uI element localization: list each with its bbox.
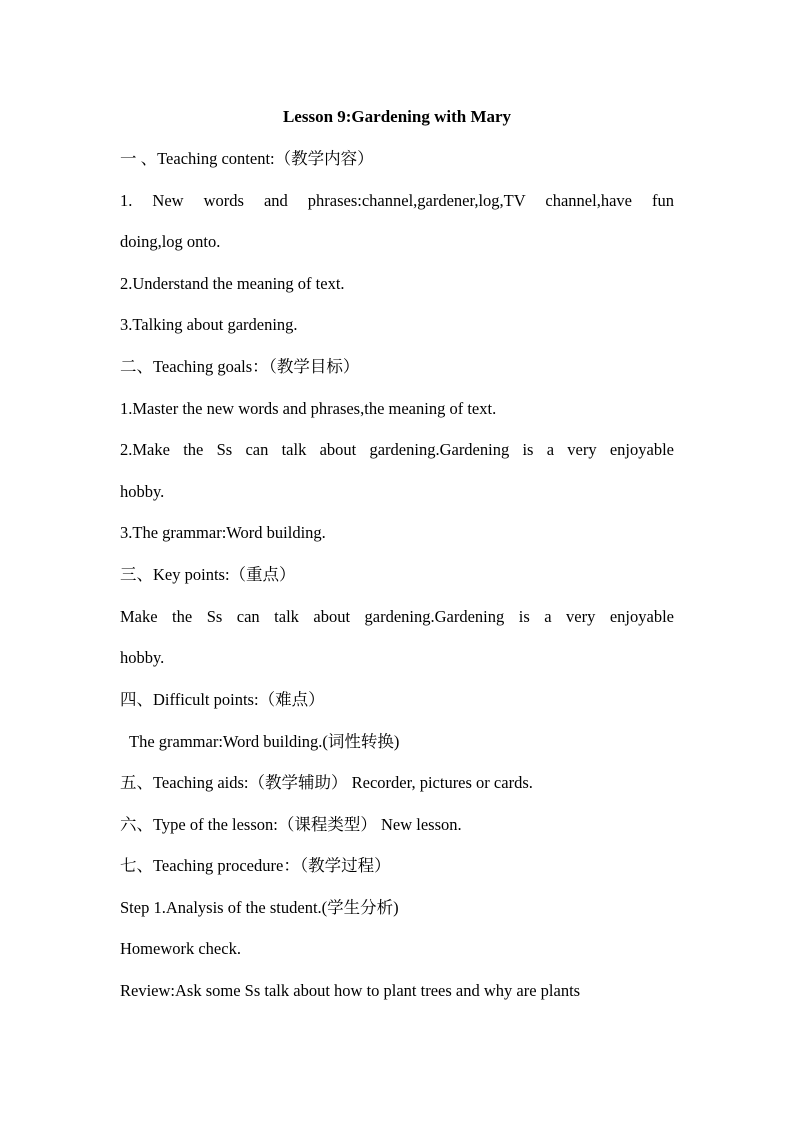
paragraph-line: 1.Master the new words and phrases,the meaning of text.	[120, 399, 497, 418]
paragraph-line: Step 1.Analysis of the student.(学生分析)	[120, 898, 399, 917]
section-teaching-procedure: 七、Teaching procedure：（教学过程）	[120, 856, 391, 875]
paragraph-line: 3.The grammar:Word building.	[120, 523, 326, 542]
paragraph-line: Review:Ask some Ss talk about how to plant trees and why are plants	[120, 981, 581, 1000]
paragraph-line: Make the Ss can talk about gardening.Gardening is a very enjoyable	[120, 607, 674, 626]
paragraph-line: Homework check.	[120, 939, 241, 958]
section-difficult-points: 四、Difficult points:（难点）	[120, 690, 325, 709]
section-teaching-content: 一 、Teaching content:（教学内容）	[120, 149, 374, 168]
page-title: Lesson 9:Gardening with Mary	[282, 107, 512, 126]
paragraph-line: The grammar:Word building.(词性转换)	[129, 732, 400, 751]
paragraph-line: 1. New words and phrases:channel,gardener,log,TV channel,have fun	[120, 191, 674, 210]
paragraph-line: 2.Make the Ss can talk about gardening.Gardening is a very enjoyable	[120, 440, 674, 459]
section-lesson-type: 六、Type of the lesson:（课程类型） New lesson.	[120, 815, 462, 834]
paragraph-line: doing,log onto.	[120, 232, 221, 251]
paragraph-line: 2.Understand the meaning of text.	[120, 274, 345, 293]
paragraph-line: hobby.	[120, 482, 165, 501]
section-teaching-goals: 二、Teaching goals：（教学目标）	[120, 357, 360, 376]
section-key-points: 三、Key points:（重点）	[120, 565, 296, 584]
paragraph-line: 3.Talking about gardening.	[120, 315, 298, 334]
paragraph-line: hobby.	[120, 648, 165, 667]
section-teaching-aids: 五、Teaching aids:（教学辅助） Recorder, pictures or cards.	[120, 773, 533, 792]
